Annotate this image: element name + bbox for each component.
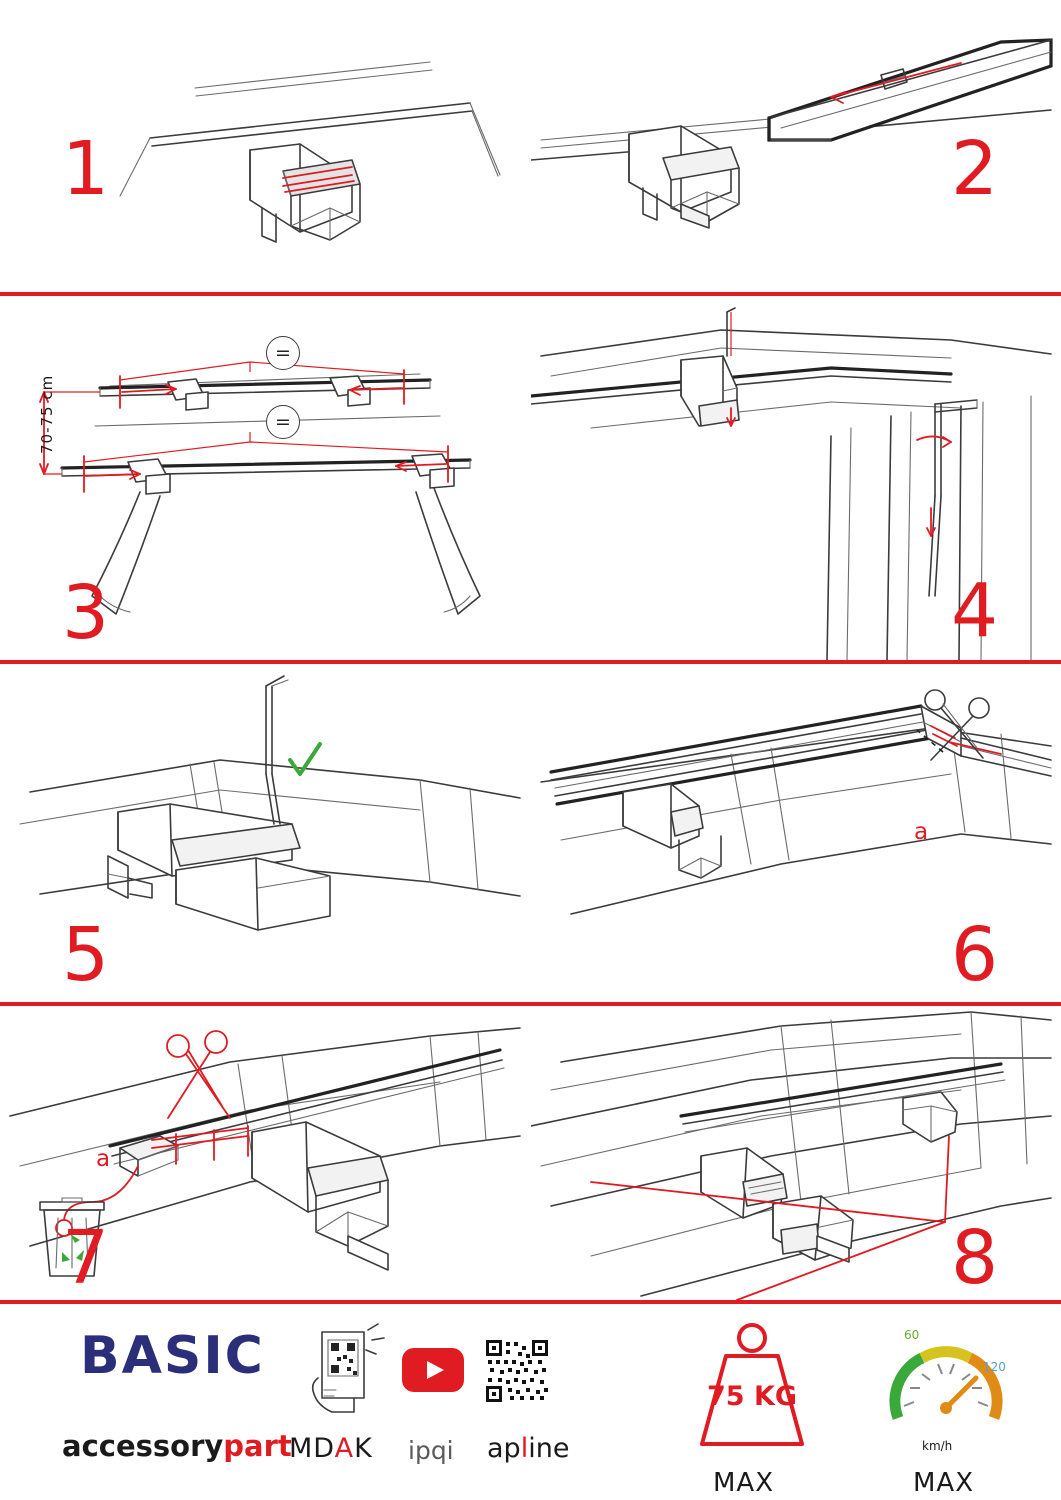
step-6-number: 6 [951, 912, 999, 998]
apline-after: ine [528, 1433, 570, 1464]
weight-value: 75 KG [706, 1381, 798, 1412]
step-8-number: 8 [951, 1215, 999, 1300]
step-1-panel [0, 0, 530, 292]
mdak-accent: A [334, 1433, 355, 1464]
equal-symbol-bottom: = [275, 411, 291, 433]
step-8-panel [531, 1006, 1061, 1300]
step-6-panel [531, 664, 1061, 1002]
brand-accessorypart [62, 1429, 292, 1463]
equal-symbol-top: = [275, 342, 291, 364]
weight-max-label: MAX [713, 1468, 775, 1498]
step-4-panel [531, 296, 1061, 660]
brand-basic: BASIC [80, 1326, 265, 1386]
gauge-tick-120: 120 [983, 1360, 1006, 1374]
speed-unit-label: km/h [922, 1439, 953, 1453]
step-7-panel [0, 1006, 530, 1300]
hand-phone-qr-icon [300, 1320, 400, 1420]
apline-accent: l [520, 1433, 529, 1464]
step-3-dimension: 70-75 cm [38, 374, 56, 454]
brand-part-text: part [223, 1429, 292, 1463]
mdak-after: K [354, 1433, 373, 1464]
step-4-number: 4 [951, 568, 999, 654]
youtube-icon[interactable] [402, 1348, 464, 1392]
logo-apline-label [487, 1433, 569, 1464]
logo-mdak-label [289, 1433, 373, 1464]
gauge-tick-60: 60 [904, 1328, 920, 1342]
speedometer-icon [882, 1322, 1010, 1440]
mdak-before: MD [289, 1433, 335, 1464]
speed-max-label: MAX [913, 1468, 975, 1498]
step-3-panel [0, 296, 530, 660]
apline-before: ap [487, 1433, 521, 1464]
step-3-number: 3 [62, 570, 110, 656]
step-6-cut-label: a [914, 819, 929, 845]
step-7-number: 7 [62, 1215, 110, 1300]
step-1-number: 1 [62, 126, 110, 212]
logo-ipqi-label: ipqi [408, 1436, 454, 1465]
step-2-panel [531, 0, 1061, 292]
step-7-cut-label: a [96, 1146, 111, 1172]
equal-badge-bottom [266, 405, 300, 439]
step-2-number: 2 [951, 126, 999, 212]
qr-code-icon [484, 1338, 550, 1404]
footer [0, 1300, 1061, 1500]
step-5-panel [0, 664, 530, 1002]
brand-accessory-text: accessory [62, 1429, 224, 1463]
equal-badge-top [266, 336, 300, 370]
step-5-number: 5 [62, 912, 110, 998]
